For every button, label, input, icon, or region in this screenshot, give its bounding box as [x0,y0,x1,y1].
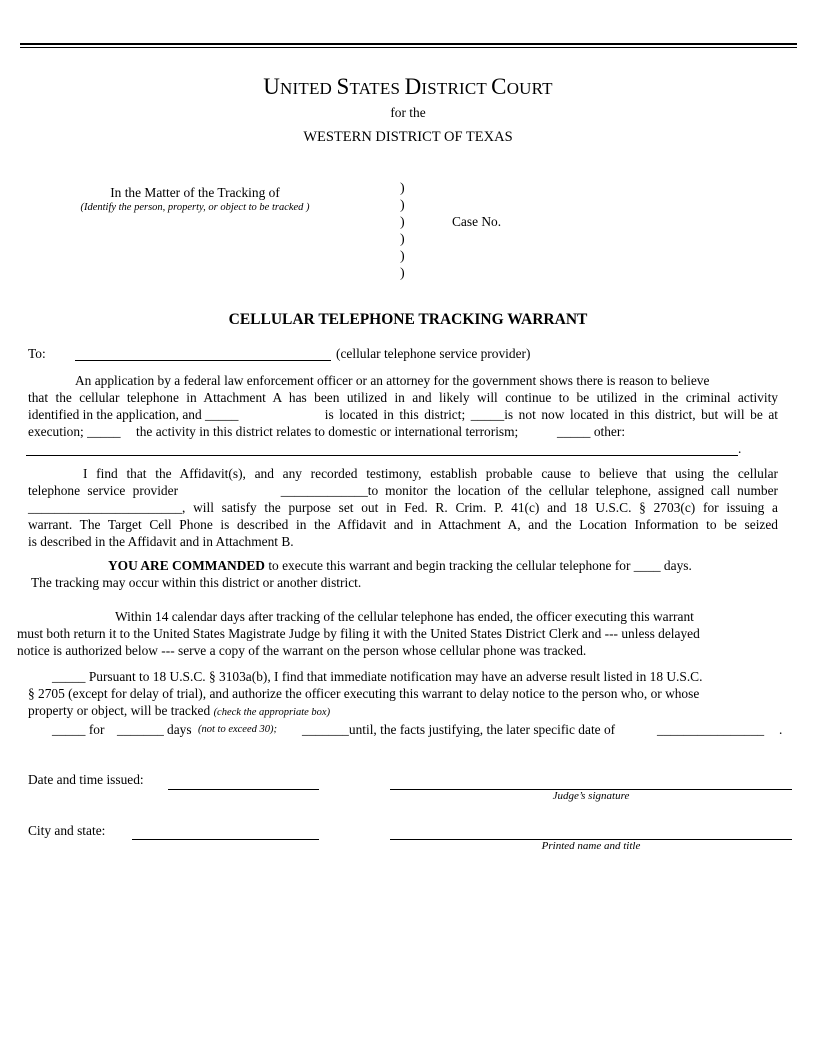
days-hint: (not to exceed 30); [198,724,278,735]
matter-hint: (Identify the person, property, or object to be tracked ) [80,202,310,213]
para2-line5: is described in the Affidavit and in Attachment B. [28,534,294,549]
para1-line3b: is located in this district; _____is not now located in this district, but will be at [324,407,778,422]
para1-line2: that the cellular telephone in Attachment A has been utilized in and likely will continue to be utilized in the criminal activity [28,390,778,405]
matter-label: In the Matter of the Tracking of [110,185,280,200]
para4-line3: property or object, will be tracked (check the appropriate box) [28,703,331,718]
printed-name-caption: Printed name and title [541,840,641,852]
para1-line4c: _____ other: [557,424,626,439]
judge-signature-caption: Judge’s signature [552,790,630,802]
para2-line4: warrant. The Target Cell Phone is described in the Affidavit and in Attachment A, and the Location Information to be seized [28,517,778,532]
para1-line5: . [738,441,742,456]
header-rule-thin [20,47,797,48]
caption-parens: ) ) ) ) ) ) [400,181,405,281]
para2-line3: _______________________, will satisfy the purpose set out in Fed. R. Crim. P. 41(c) and 18 U.S.C. § 2703(c) for issuing a [28,500,778,515]
command-bold: YOU ARE COMMANDED [108,558,265,573]
days-blank[interactable]: _______ [117,722,164,737]
to-suffix: (cellular telephone service provider) [336,346,531,361]
command-line1 [108,558,692,574]
court-title: UNITED STATES DISTRICT COURT [263,74,553,99]
para3-line3: notice is authorized below --- serve a copy of the warrant on the person whose cellular phone was tracked. [17,643,587,658]
days-label: days [167,722,192,737]
para4-line1: _____ Pursuant to 18 U.S.C. § 3103a(b), I find that immediate notification may have an adverse result listed in 18 U.S.C. [52,669,703,684]
para4-end: . [779,722,783,737]
date-blank[interactable]: ________________ [657,722,765,737]
para4-line2: § 2705 (except for delay of trial), and authorize the officer executing this warrant to delay notice to the person who, or whose [28,686,700,701]
para3-line1: Within 14 calendar days after tracking of the cellular telephone has ended, the officer executing this warrant [115,609,694,624]
para4-hint: (check the appropriate box) [213,707,331,718]
para2-line2 [28,483,778,499]
date-issued-label: Date and time issued: [28,772,144,787]
header-rule-thick [20,43,797,45]
para1-line4b: the activity in this district relates to domestic or international terrorism; [136,424,519,439]
district-name: WESTERN DISTRICT OF TEXAS [303,129,513,145]
command-line2: The tracking may occur within this district or another district. [31,575,362,590]
para1-line3 [28,407,778,423]
date-issued-field[interactable] [168,789,319,790]
para2-line2b: _____________to monitor the location of the cellular telephone, assigned call number [280,483,778,498]
para3-line2: must both return it to the United States Magistrate Judge by filing it with the United States District Clerk and --- unless delayed [17,626,700,641]
case-no-label: Case No. [452,214,502,229]
to-label: To: [28,346,46,361]
warrant-title: CELLULAR TELEPHONE TRACKING WARRANT [228,311,588,328]
command-rest: to execute this warrant and begin tracking the cellular telephone for ____ days. [264,558,692,573]
provider-blank[interactable] [75,360,331,361]
other-blank[interactable] [26,455,738,456]
para1-line1: An application by a federal law enforcement officer or an attorney for the government shows there is reason to believe [75,373,710,388]
para2-line1: I find that the Affidavit(s), and any recorded testimony, establish probable cause to believe that using the cellular [83,466,778,481]
city-state-field[interactable] [132,839,319,840]
para1-line4a: execution; _____ [28,424,121,439]
city-state-label: City and state: [28,823,106,838]
para2-line2a: telephone service provider [28,483,179,498]
for-the: for the [390,105,426,120]
para1-line3a: identified in the application, and _____ [28,407,239,422]
until-text: _______until, the facts justifying, the later specific date of [302,722,616,737]
para4-check[interactable]: _____ for [52,722,105,737]
